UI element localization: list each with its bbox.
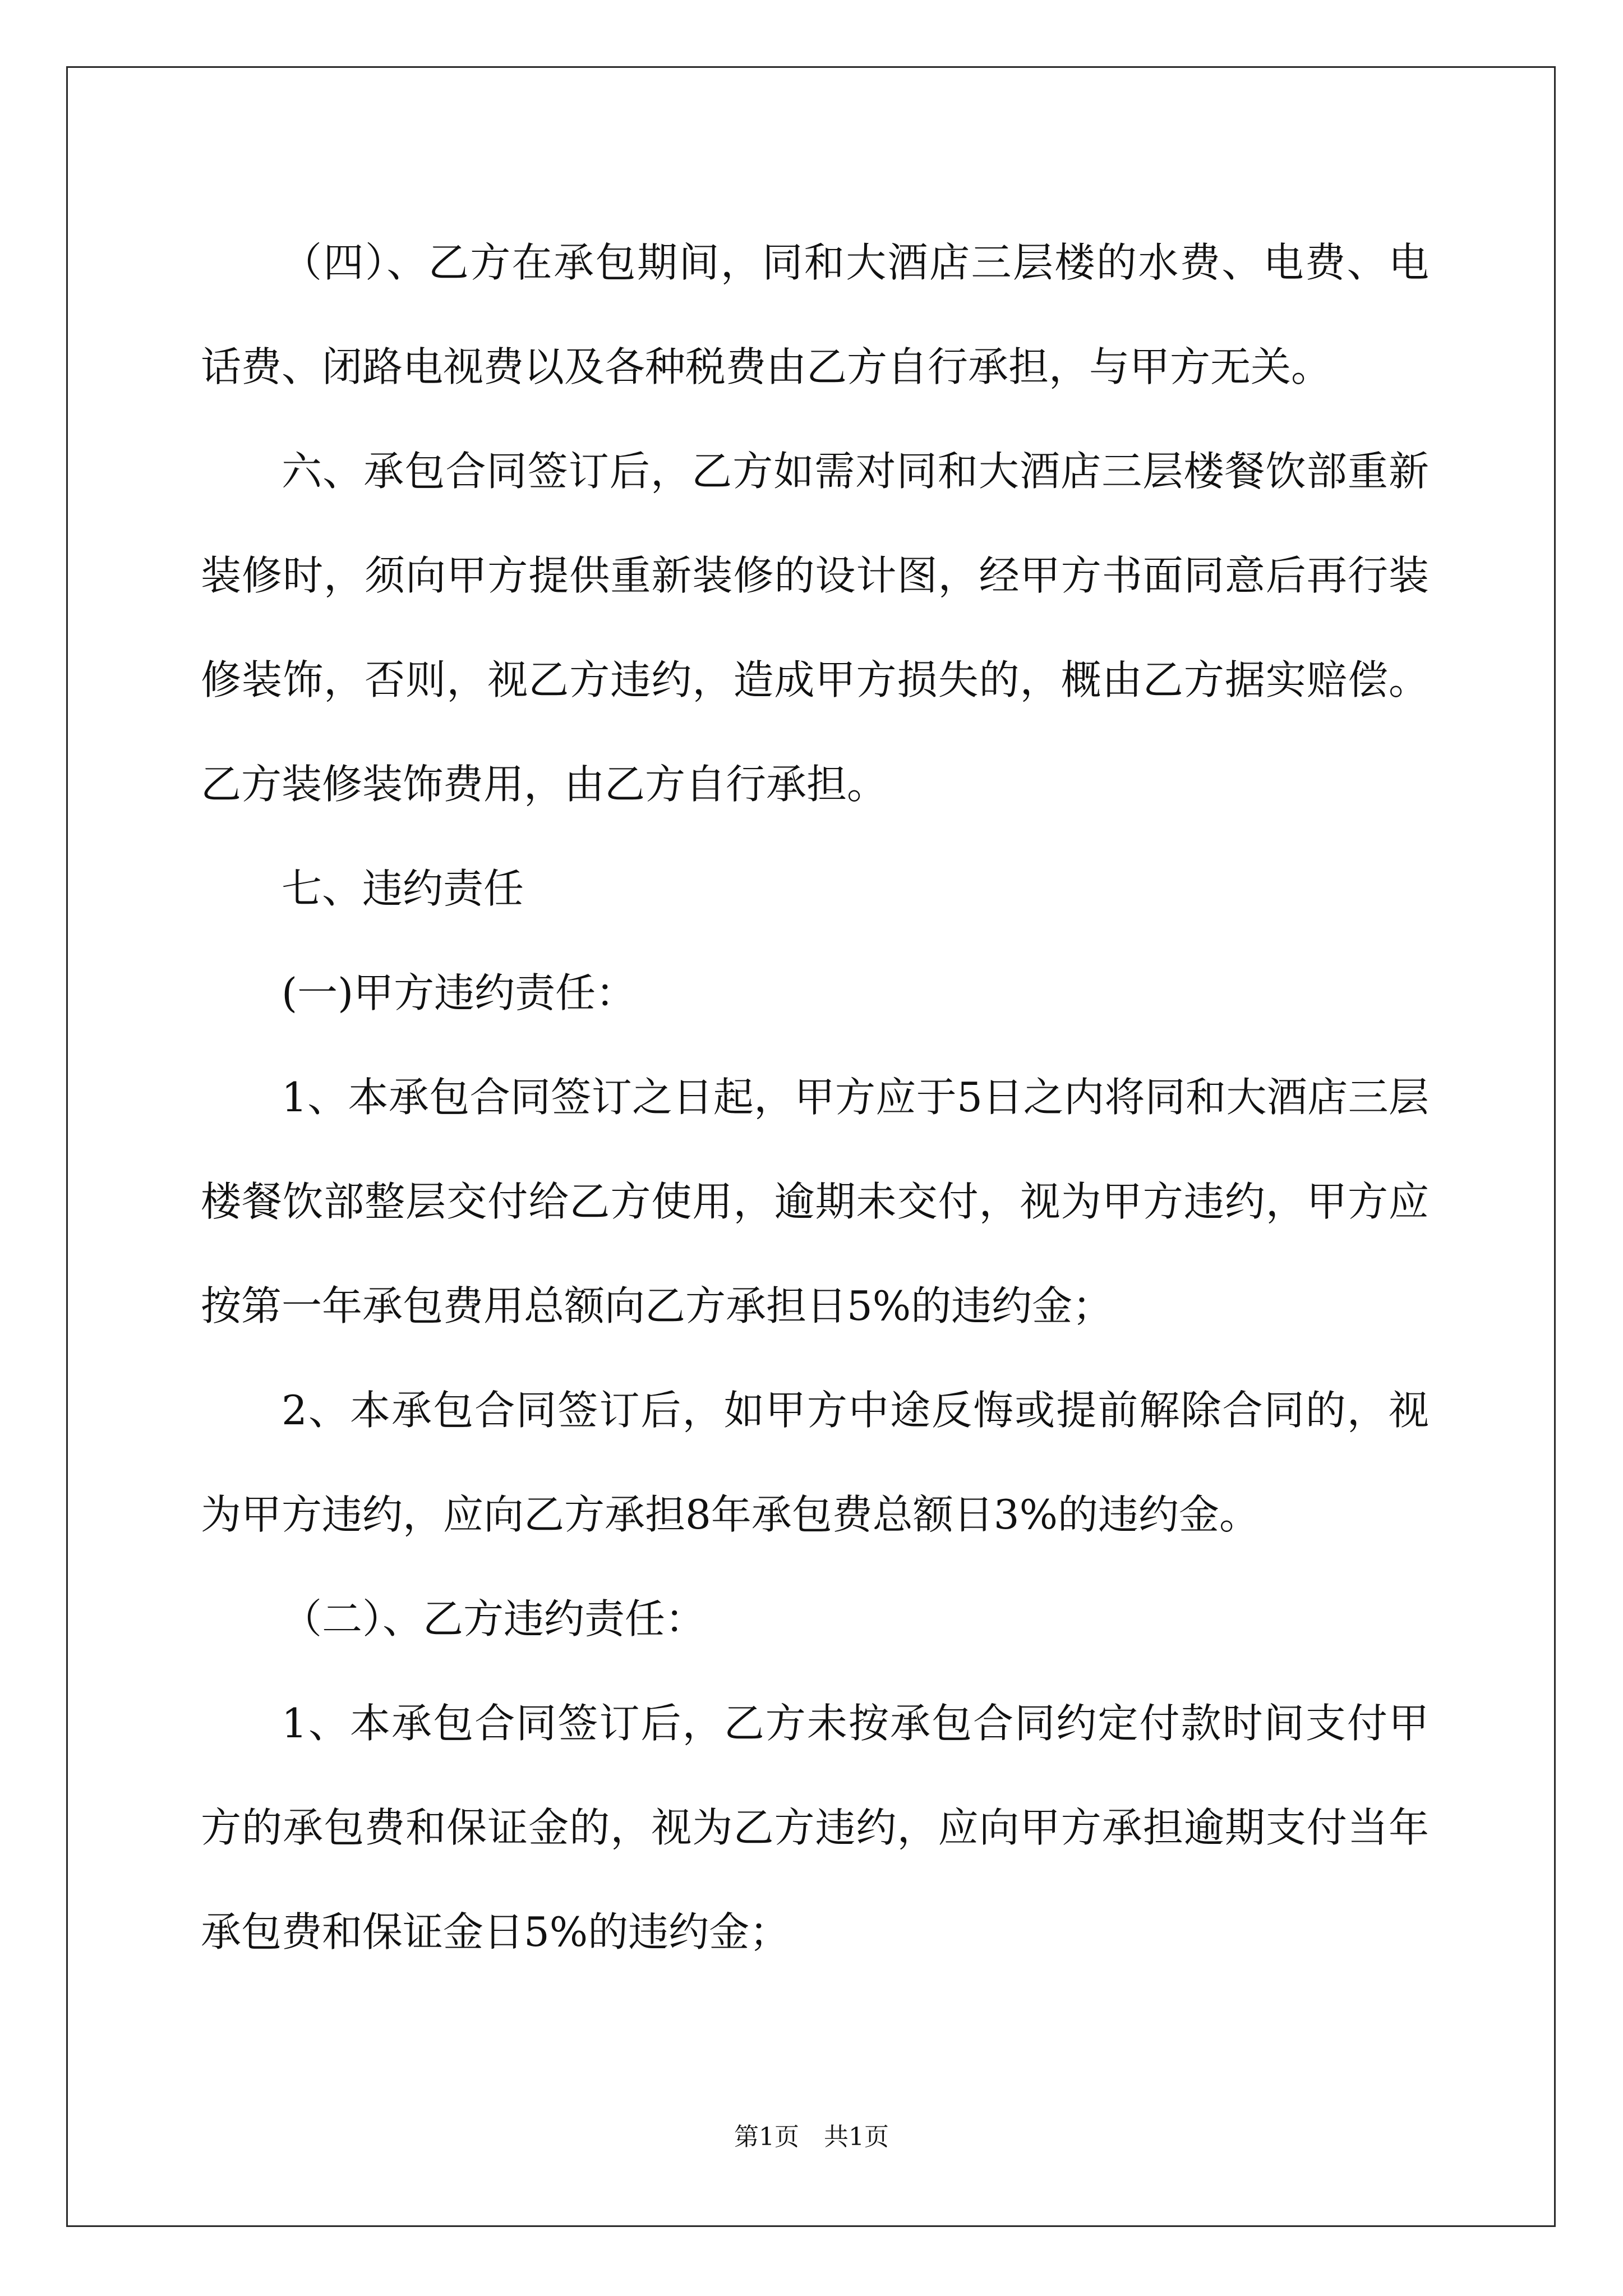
paragraph-utilities: （四）、乙方在承包期间，同和大酒店三层楼的水费、电费、电话费、闭路电视费以及各种税费由乙方自行承担，与甲方无关。 <box>201 239 1429 390</box>
paragraph-clause-six-renovation: 六、承包合同签订后，乙方如需对同和大酒店三层楼餐饮部重新装修时，须向甲方提供重新装修的设计图，经甲方书面同意后再行装修装饰，否则，视乙方违约，造成甲方损失的，概由乙方据实赔偿。乙方装修装饰费用，由乙方自行承担。 <box>201 448 1429 808</box>
paragraph-party-a-liability-heading: (一)甲方违约责任： <box>282 969 637 1016</box>
paragraph-clause-seven-heading: 七、违约责任 <box>282 865 524 912</box>
paragraph-party-b-item-1: 1、本承包合同签订后，乙方未按承包合同约定付款时间支付甲方的承包费和保证金的，视为乙方违约，应向甲方承担逾期支付当年承包费和保证金日5%的违约金； <box>201 1700 1429 1955</box>
page-footer: 第1页 共1页 <box>734 2123 889 2151</box>
paragraph-party-b-liability-heading: （二）、乙方违约责任： <box>282 1595 706 1642</box>
paragraph-party-a-item-2: 2、本承包合同签订后，如甲方中途反悔或提前解除合同的，视为甲方违约，应向乙方承担8年承包费总额日3%的违约金。 <box>201 1387 1429 1538</box>
paragraph-party-a-item-1: 1、本承包合同签订之日起，甲方应于5日之内将同和大酒店三层楼餐饮部整层交付给乙方使用，逾期未交付，视为甲方违约，甲方应按第一年承包费用总额向乙方承担日5%的违约金； <box>201 1074 1429 1329</box>
document-body <box>201 210 1429 1984</box>
